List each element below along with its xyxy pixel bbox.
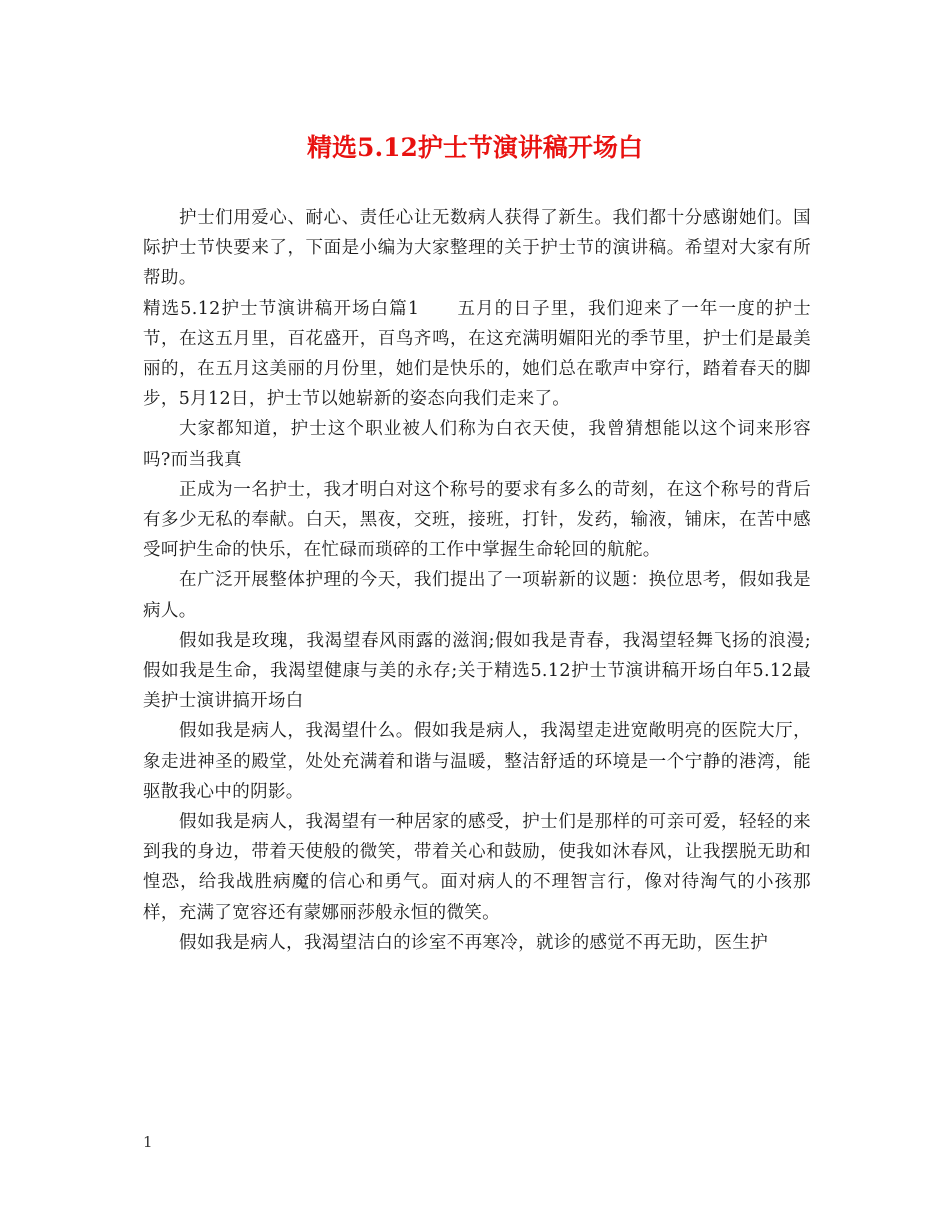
document-body [143,203,811,958]
paragraph-dedication: 正成为一名护士，我才明白对这个称号的要求有多么的苛刻，在这个称号的背后有多少无私的奉献。白天，黑夜，交班，接班，打针，发药，输液，铺床，在苦中感受呵护生命的快乐，在忙碌而琐碎的工作中掌握生命轮回的航舵。 [143,479,811,561]
paragraph-section-1: 精选5.12护士节演讲稿开场白篇1 五月的日子里，我们迎来了一年一度的护士节，在这五月里，百花盛开，百鸟齐鸣，在这充满明媚阳光的季节里，护士们是最美丽的，在五月这美丽的月份里，她们是快乐的，她们总在歌声中穿行，踏着春天的脚步，5月12日，护士节以她崭新的姿态向我们走来了。 [143,298,811,410]
paragraph-white-angel: 大家都知道，护士这个职业被人们称为白衣天使，我曾猜想能以这个词来形容吗?而当我真 [143,419,811,470]
paragraph-intro: 护士们用爱心、耐心、责任心让无数病人获得了新生。我们都十分感谢她们。国际护士节快要来了，下面是小编为大家整理的关于护士节的演讲稿。希望对大家有所帮助。 [143,208,811,289]
paragraph-hospital-hall: 假如我是病人，我渴望什么。假如我是病人，我渴望走进宽敞明亮的医院大厅，象走进神圣的殿堂，处处充满着和谐与温暖，整洁舒适的环境是一个宁静的港湾，能驱散我心中的阴影。 [143,721,811,802]
paragraph-if-i-were: 假如我是玫瑰，我渴望春风雨露的滋润;假如我是青春，我渴望轻舞飞扬的浪漫;假如我是生命，我渴望健康与美的永存;关于精选5.12护士节演讲稿开场白年5.12最美护士演讲搞开场白 [143,630,811,712]
page-title: 精选5.12护士节演讲稿开场白 [307,133,643,162]
page-number: 1 [143,1133,153,1151]
paragraph-home-feeling: 假如我是病人，我渴望有一种居家的感受，护士们是那样的可亲可爱，轻轻的来到我的身边，带着天使般的微笑，带着关心和鼓励，使我如沐春风，让我摆脱无助和惶恐，给我战胜病魔的信心和勇气。面对病人的不理智言行，像对待淘气的小孩那样，充满了宽容还有蒙娜丽莎般永恒的微笑。 [143,812,811,923]
paragraph-empathy: 在广泛开展整体护理的今天，我们提出了一项崭新的议题：换位思考，假如我是病人。 [143,570,811,621]
paragraph-clinic: 假如我是病人，我渴望洁白的诊室不再寒冷，就诊的感觉不再无助，医生护 [179,932,769,953]
